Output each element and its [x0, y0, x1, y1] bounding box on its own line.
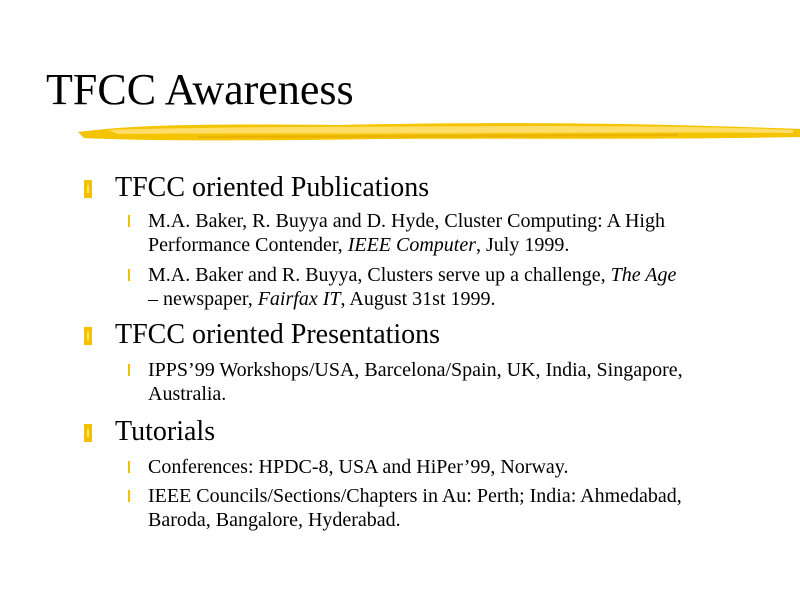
item-text: Performance Contender,: [148, 234, 348, 256]
item-text: Australia.: [148, 383, 227, 405]
bullet-icon: [128, 364, 130, 376]
item-text: , August 31st 1999.: [340, 288, 496, 310]
bullet-icon: [128, 269, 130, 281]
section-heading: TFCC oriented Publications: [115, 172, 430, 203]
bullet-icon: [84, 180, 92, 198]
bullet-icon: [128, 215, 130, 227]
item-text: M.A. Baker, R. Buyya and D. Hyde, Cluster Computing: A High: [148, 210, 665, 232]
newspaper-name: The Age: [610, 264, 677, 286]
item-text: Conferences: HPDC-8, USA and HiPer’99, Norway.: [148, 456, 569, 478]
brush-stroke-underline: [78, 116, 800, 146]
bullet-icon: [128, 461, 130, 473]
slide-title: TFCC Awareness: [46, 65, 354, 114]
item-text: IEEE Councils/Sections/Chapters in Au: Perth; India: Ahmedabad,: [148, 485, 682, 507]
item-text: IPPS’99 Workshops/USA, Barcelona/Spain, UK, India, Singapore,: [148, 359, 683, 381]
bullet-icon: [84, 327, 92, 345]
item-text: , July 1999.: [476, 234, 570, 256]
publication-name: Fairfax IT: [257, 288, 341, 310]
section-heading: Tutorials: [115, 416, 216, 447]
bullet-icon: [128, 490, 130, 502]
item-text: Baroda, Bangalore, Hyderabad.: [148, 509, 401, 531]
journal-name: IEEE Computer: [347, 234, 476, 256]
section-heading: TFCC oriented Presentations: [115, 319, 441, 350]
item-text: M.A. Baker and R. Buyya, Clusters serve up a challenge,: [148, 264, 611, 286]
bullet-icon: [84, 424, 92, 442]
item-text: – newspaper,: [148, 288, 258, 310]
